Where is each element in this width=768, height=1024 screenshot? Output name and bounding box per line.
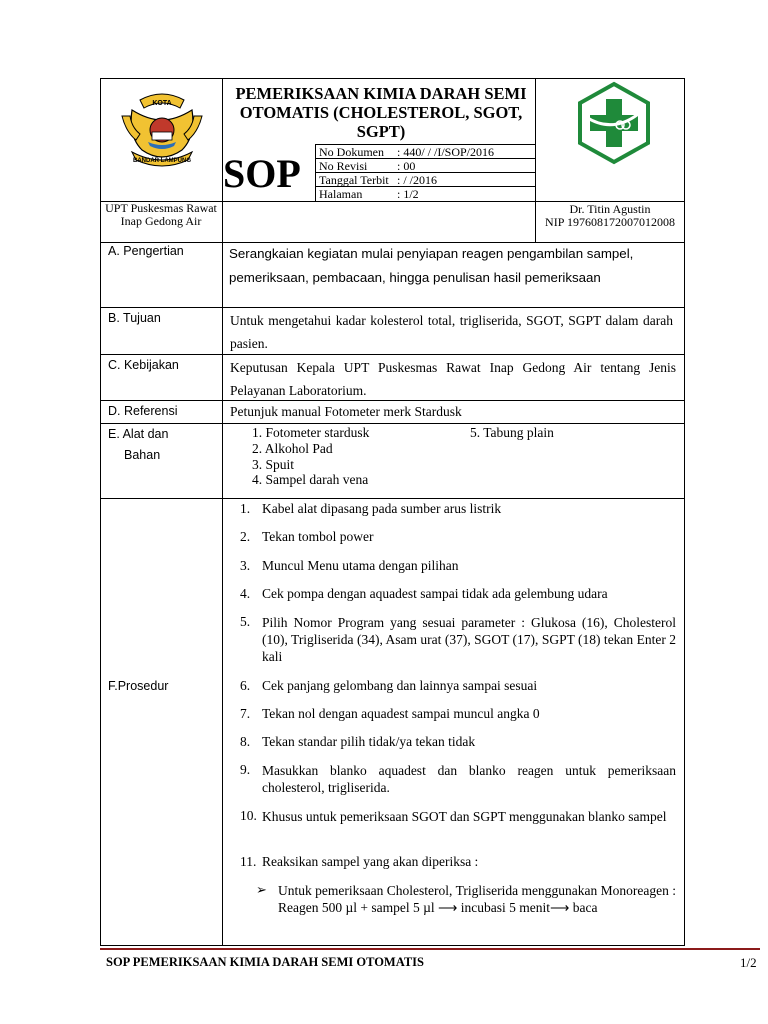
section-label-kebijakan: C. Kebijakan — [108, 358, 179, 372]
step-text: Tekan nol dengan aquadest sampai muncul angka 0 — [262, 706, 540, 721]
section-label-bahan: Bahan — [124, 448, 161, 462]
bullet-text: Untuk pemeriksaan Cholesterol, Trigliserida menggunakan Monoreagen : Reagen 500 µl + sampel 5 µl ⟶ incubasi 5 menit⟶ baca — [278, 883, 676, 915]
step-number: 2. — [240, 529, 251, 544]
step-number: 11. — [240, 854, 257, 869]
page-number: 1/2 — [740, 955, 757, 970]
step-number: 1. — [240, 501, 251, 516]
step-text: Muncul Menu utama dengan pilihan — [262, 558, 459, 573]
doc-field-label: Halaman — [319, 187, 363, 201]
list-item: 4. Sampel darah vena — [252, 472, 369, 487]
step-number: 3. — [240, 558, 251, 573]
city-logo-bottom-text: BANDAR LAMPUNG — [133, 158, 191, 164]
step-number: 10. — [240, 808, 257, 823]
footer-title: SOP PEMERIKSAAN KIMIA DARAH SEMI OTOMATIS — [106, 955, 424, 969]
doc-field-value: : / /2016 — [397, 173, 438, 187]
step-text: Khusus untuk pemeriksaan SGOT dan SGPT menggunakan blanko sampel — [262, 809, 667, 824]
step-number: 5. — [240, 614, 251, 629]
list-item: 5. Tabung plain — [470, 425, 554, 440]
section-label-alat: E. Alat dan — [108, 427, 169, 441]
puskesmas-logo — [574, 81, 654, 165]
step-number: 4. — [240, 586, 251, 601]
kebijakan-text: Keputusan Kepala UPT Puskesmas Rawat Inap Gedong Air tentang Jenis Pelayanan Laboratorium. — [230, 360, 676, 398]
section-label-tujuan: B. Tujuan — [108, 311, 161, 325]
doc-field-label: Tanggal Terbit — [319, 173, 389, 187]
step-number: 8. — [240, 734, 251, 749]
pengertian-text: Serangkaian kegiatan mulai penyiapan reagen pengambilan sampel, pemeriksaan, pembacaan, hingga penulisan hasil pemeriksaan — [229, 246, 634, 285]
step-number: 7. — [240, 706, 251, 721]
doc-field-label: No Dokumen — [319, 145, 384, 159]
step-number: 9. — [240, 762, 251, 777]
city-logo — [118, 86, 206, 170]
list-item: 3. Spuit — [252, 457, 295, 472]
doc-field-value: : 00 — [397, 159, 416, 173]
section-label-pengertian: A. Pengertian — [108, 244, 184, 258]
doc-field-label: No Revisi — [319, 159, 368, 173]
step-text: Pilih Nomor Program yang sesuai parameter : Glukosa (16), Cholesterol (10), Trigliserida (34), Asam urat (37), SGOT (17), SGPT (18) tekan Enter 2 kali — [262, 615, 676, 664]
section-label-referensi: D. Referensi — [108, 404, 178, 418]
step-text: Cek panjang gelombang dan lainnya sampai sesuai — [262, 678, 538, 693]
step-text: Tekan standar pilih tidak/ya tekan tidak — [262, 734, 476, 749]
org-name: UPT Puskesmas Rawat Inap Gedong Air — [105, 201, 217, 228]
page-title: PEMERIKSAAN KIMIA DARAH SEMI OTOMATIS (CHOLESTEROL, SGOT, SGPT) — [235, 84, 527, 141]
referensi-text: Petunjuk manual Fotometer merk Stardusk — [230, 404, 462, 419]
list-item: 2. Alkohol Pad — [252, 441, 333, 456]
doc-field-value: : 1/2 — [397, 187, 419, 201]
signatory-name: Dr. Titin Agustin — [569, 202, 651, 216]
list-item: 1. Fotometer stardusk — [252, 425, 370, 440]
footer-rule — [100, 948, 760, 950]
sop-label: SOP — [223, 151, 301, 196]
step-text: Cek pompa dengan aquadest sampai tidak ada gelembung udara — [262, 586, 608, 601]
step-text: Tekan tombol power — [262, 529, 374, 544]
step-text: Masukkan blanko aquadest dan blanko reagen untuk pemeriksaan cholesterol, trigliserida. — [262, 763, 676, 795]
doc-field-value: : 440/ / /I/SOP/2016 — [397, 145, 495, 159]
bullet-arrow-icon: ➢ — [256, 882, 267, 897]
city-logo-top-text: KOTA — [152, 100, 172, 107]
step-text: Kabel alat dipasang pada sumber arus listrik — [262, 501, 502, 516]
signatory-nip: NIP 197608172007012008 — [545, 215, 675, 229]
step-number: 6. — [240, 678, 251, 693]
section-label-prosedur: F.Prosedur — [108, 679, 169, 693]
tujuan-text: Untuk mengetahui kadar kolesterol total, trigliserida, SGOT, SGPT dalam darah pasien. — [230, 313, 673, 351]
step-text: Reaksikan sampel yang akan diperiksa : — [262, 854, 479, 869]
